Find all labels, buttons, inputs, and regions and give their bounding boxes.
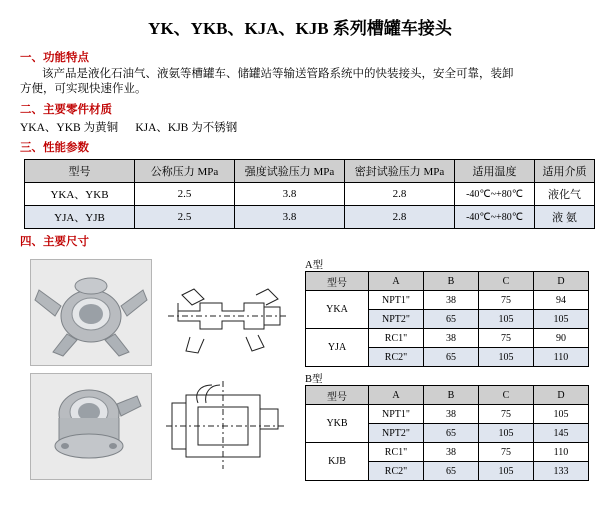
cell-b: 65 bbox=[424, 424, 479, 443]
coupling-photo-a bbox=[30, 259, 152, 366]
section-heading-features: 一、功能特点 bbox=[20, 52, 89, 64]
cell-b: 65 bbox=[424, 462, 479, 481]
col-header-model: 型号 bbox=[306, 386, 369, 405]
coupling-drawing-a bbox=[160, 259, 290, 364]
col-header-c: C bbox=[479, 272, 534, 291]
cell-strength-test-pressure: 3.8 bbox=[235, 183, 345, 206]
type-a-label: A型 bbox=[305, 260, 324, 271]
table-row bbox=[306, 405, 589, 424]
cell-b: 38 bbox=[424, 405, 479, 424]
cell-c: 105 bbox=[479, 462, 534, 481]
cell-a: RC1" bbox=[369, 329, 424, 348]
cell-medium: 液 氨 bbox=[535, 206, 595, 229]
cell-b: 38 bbox=[424, 329, 479, 348]
cell-temperature: -40℃~+80℃ bbox=[455, 206, 535, 229]
cell-b: 38 bbox=[424, 443, 479, 462]
section-heading-performance: 三、性能参数 bbox=[20, 142, 89, 154]
features-text bbox=[20, 67, 586, 97]
col-header-d: D bbox=[534, 272, 589, 291]
cell-a: RC2" bbox=[369, 462, 424, 481]
col-header-medium: 适用介质 bbox=[535, 160, 595, 183]
coupling-drawing-a-graphic bbox=[160, 259, 290, 364]
cell-seal-test-pressure: 2.8 bbox=[345, 206, 455, 229]
features-line-1: 该产品是液化石油气、液氨等槽罐车、储罐站等输送管路系统中的快装接头，安全可靠，装卸 bbox=[42, 68, 514, 80]
cell-c: 75 bbox=[479, 329, 534, 348]
cell-d: 133 bbox=[534, 462, 589, 481]
cell-c: 105 bbox=[479, 424, 534, 443]
cell-a: NPT1" bbox=[369, 405, 424, 424]
cell-model: YJA、YJB bbox=[25, 206, 135, 229]
cell-a: RC2" bbox=[369, 348, 424, 367]
cell-d: 105 bbox=[534, 405, 589, 424]
cell-a: NPT2" bbox=[369, 310, 424, 329]
cell-c: 75 bbox=[479, 291, 534, 310]
coupling-drawing-b-graphic bbox=[160, 373, 290, 478]
table-row bbox=[306, 443, 589, 462]
cell-b: 38 bbox=[424, 291, 479, 310]
cell-c: 105 bbox=[479, 310, 534, 329]
cell-model: YKA bbox=[306, 291, 369, 329]
col-header-temperature: 适用温度 bbox=[455, 160, 535, 183]
type-b-dimension-table bbox=[305, 385, 589, 481]
cell-c: 75 bbox=[479, 405, 534, 424]
cell-d: 145 bbox=[534, 424, 589, 443]
cell-medium: 液化气 bbox=[535, 183, 595, 206]
cell-seal-test-pressure: 2.8 bbox=[345, 183, 455, 206]
drawings-area bbox=[14, 255, 586, 485]
cell-b: 65 bbox=[424, 348, 479, 367]
cell-a: NPT2" bbox=[369, 424, 424, 443]
cell-temperature: -40℃~+80℃ bbox=[455, 183, 535, 206]
col-header-a: A bbox=[369, 386, 424, 405]
cell-c: 75 bbox=[479, 443, 534, 462]
table-row bbox=[25, 183, 595, 206]
cell-model: YKB bbox=[306, 405, 369, 443]
col-header-d: D bbox=[534, 386, 589, 405]
cell-model: YKA、YKB bbox=[25, 183, 135, 206]
coupling-photo-b-graphic bbox=[31, 374, 151, 479]
cell-model: KJB bbox=[306, 443, 369, 481]
section-heading-material: 二、主要零件材质 bbox=[20, 104, 112, 116]
col-header-strength-test-pressure: 强度试验压力 MPa bbox=[235, 160, 345, 183]
cell-a: RC1" bbox=[369, 443, 424, 462]
section-heading-dimensions: 四、主要尺寸 bbox=[20, 236, 89, 248]
col-header-model: 型号 bbox=[306, 272, 369, 291]
col-header-model: 型号 bbox=[25, 160, 135, 183]
performance-table bbox=[24, 159, 595, 229]
table-row bbox=[306, 291, 589, 310]
table-header-row bbox=[306, 272, 589, 291]
cell-d: 110 bbox=[534, 348, 589, 367]
features-line-2: 方便，可实现快速作业。 bbox=[20, 83, 147, 95]
table-header-row bbox=[306, 386, 589, 405]
col-header-nominal-pressure: 公称压力 MPa bbox=[135, 160, 235, 183]
cell-model: YJA bbox=[306, 329, 369, 367]
type-b-label: B型 bbox=[305, 374, 323, 385]
table-header-row bbox=[25, 160, 595, 183]
col-header-seal-test-pressure: 密封试验压力 MPa bbox=[345, 160, 455, 183]
material-text: YKA、YKB 为黄铜 KJA、KJB 为不锈钢 bbox=[20, 122, 238, 134]
col-header-b: B bbox=[424, 272, 479, 291]
cell-strength-test-pressure: 3.8 bbox=[235, 206, 345, 229]
col-header-c: C bbox=[479, 386, 534, 405]
cell-d: 94 bbox=[534, 291, 589, 310]
cell-nominal-pressure: 2.5 bbox=[135, 206, 235, 229]
cell-a: NPT1" bbox=[369, 291, 424, 310]
page-title: YK、YKB、KJA、KJB 系列槽罐车接头 bbox=[148, 19, 452, 38]
coupling-drawing-b bbox=[160, 373, 290, 478]
table-row bbox=[306, 329, 589, 348]
coupling-photo-a-graphic bbox=[31, 260, 151, 365]
cell-nominal-pressure: 2.5 bbox=[135, 183, 235, 206]
type-a-dimension-table bbox=[305, 271, 589, 367]
cell-d: 105 bbox=[534, 310, 589, 329]
cell-c: 105 bbox=[479, 348, 534, 367]
table-row bbox=[25, 206, 595, 229]
cell-d: 110 bbox=[534, 443, 589, 462]
coupling-photo-b bbox=[30, 373, 152, 480]
cell-b: 65 bbox=[424, 310, 479, 329]
col-header-a: A bbox=[369, 272, 424, 291]
cell-d: 90 bbox=[534, 329, 589, 348]
col-header-b: B bbox=[424, 386, 479, 405]
